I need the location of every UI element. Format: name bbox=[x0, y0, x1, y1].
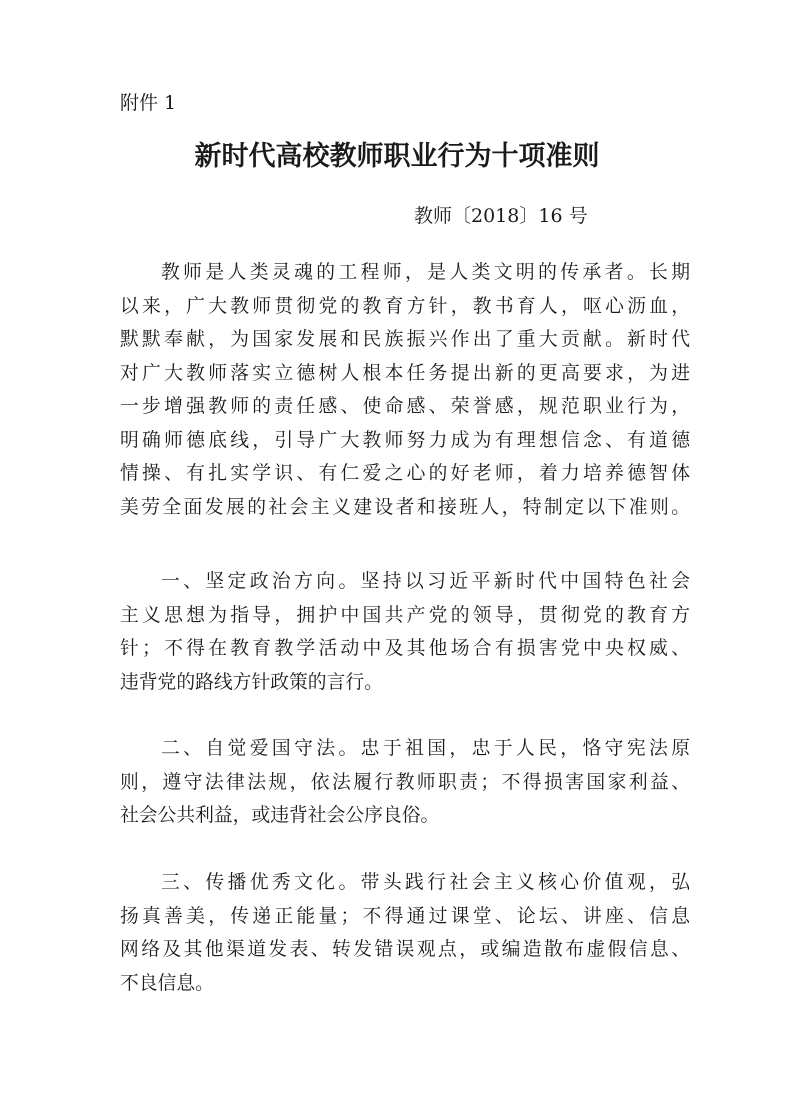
text-line: 一、坚定政治方向。坚持以习近平新时代中国特色社会 bbox=[161, 571, 690, 592]
paragraph-preamble bbox=[120, 256, 690, 524]
text-line: 网络及其他渠道发表、转发错误观点，或编造散布虚假信息、 bbox=[120, 939, 690, 960]
text-line: 三、传播优秀文化。带头践行社会主义核心价值观，弘 bbox=[161, 872, 690, 893]
document-number: 教师〔2018〕16 号 bbox=[414, 205, 588, 227]
text-line: 美劳全面发展的社会主义建设者和接班人，特制定以下准则。 bbox=[120, 496, 690, 518]
text-line: 一步增强教师的责任感、使命感、荣誉感，规范职业行为， bbox=[120, 396, 690, 417]
text-line: 主义思想为指导，拥护中国共产党的领导，贯彻党的教育方 bbox=[120, 604, 690, 626]
text-line: 则，遵守法律法规，依法履行教师职责；不得损害国家利益、 bbox=[120, 771, 690, 793]
text-line: 情操、有扎实学识、有仁爱之心的好老师，着力培养德智体 bbox=[120, 463, 690, 484]
document-title: 新时代高校教师职业行为十项准则 bbox=[194, 141, 600, 172]
text-line: 默默奉献，为国家发展和民族振兴作出了重大贡献。新时代 bbox=[120, 329, 690, 350]
paragraph-item-1 bbox=[120, 565, 690, 699]
text-line: 社会公共利益，或违背社会公序良俗。 bbox=[120, 805, 440, 826]
text-line: 以来，广大教师贯彻党的教育方针，教书育人，呕心沥血， bbox=[120, 295, 690, 317]
text-line: 对广大教师落实立德树人根本任务提出新的更高要求，为进 bbox=[120, 362, 690, 384]
text-line: 针；不得在教育教学活动中及其他场合有损害党中央权威、 bbox=[120, 638, 690, 659]
paragraph-item-3 bbox=[120, 866, 690, 1000]
text-line: 二、自觉爱国守法。忠于祖国，忠于人民，恪守宪法原 bbox=[161, 738, 690, 759]
paragraph-item-2 bbox=[120, 732, 690, 833]
text-line: 教师是人类灵魂的工程师，是人类文明的传承者。长期 bbox=[161, 262, 690, 283]
text-line: 不良信息。 bbox=[120, 972, 214, 994]
text-line: 违背党的路线方针政策的言行。 bbox=[120, 671, 383, 693]
text-line: 明确师德底线，引导广大教师努力成为有理想信念、有道德 bbox=[120, 429, 690, 451]
attachment-label: 附件 1 bbox=[120, 92, 177, 114]
text-line: 扬真善美，传递正能量；不得通过课堂、论坛、讲座、信息 bbox=[120, 905, 690, 927]
